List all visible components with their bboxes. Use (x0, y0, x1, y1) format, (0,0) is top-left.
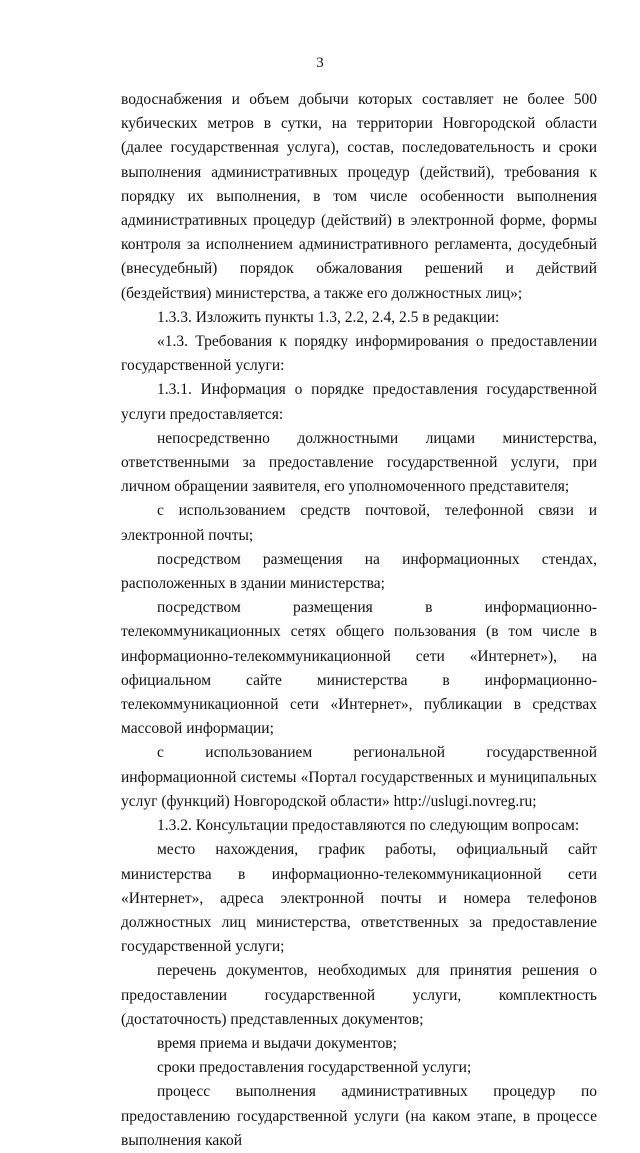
paragraph: сроки предоставления государственной услуги; (157, 1059, 472, 1077)
paragraph: место нахождения, график работы, официальный сайт министерства в информационно-телекоммуникационной сети «Интернет», адреса электронной почты и номера телефонов должностных лиц министерства, ответственных за предоставление государственной услуги; (121, 841, 597, 956)
paragraph: процесс выполнения административных процедур по предоставлению государственной услуги (на каком этапе, в процессе выполнения какой (121, 1083, 597, 1149)
paragraph: 1.3.2. Консультации предоставляются по следующим вопросам: (157, 817, 580, 835)
paragraph: посредством размещения в информационно-телекоммуникационных сетях общего пользования (в том числе в информационно-телекоммуникационной сети «Интернет»), на официальном сайте министерства в информационно-телекоммуникационной сети «Интернет», публикации в средствах массовой информации; (121, 599, 597, 738)
paragraph: 1.3.1. Информация о порядке предоставления государственной услуги предоставляется: (121, 381, 597, 423)
page-number: 3 (316, 55, 324, 71)
paragraph: непосредственно должностными лицами министерства, ответственными за предоставление государственной услуги, при личном обращении заявителя, его уполномоченного представителя; (121, 429, 597, 496)
paragraph: время приема и выдачи документов; (157, 1034, 397, 1052)
paragraph: с использованием средств почтовой, телефонной связи и электронной почты; (121, 502, 597, 544)
paragraph: перечень документов, необходимых для принятия решения о предоставлении государственной услуги, комплектность (достаточность) представленных документов; (121, 962, 597, 1028)
paragraph: водоснабжения и объем добычи которых составляет не более 500 кубических метров в сутки, на территории Новгородской области (далее государственная услуга), состав, последовательность и сроки выполнения административных процедур (действий), требования к порядку их выполнения, в том числе особенности выполнения административных процедур (действий) в электронной форме, формы контроля за исполнением административного регламента, досудебный (внесудебный) порядок обжалования решений и действий (бездействия) министерства, а также его должностных лиц»; (121, 91, 597, 302)
paragraph: «1.3. Требования к порядку информирования о предоставлении государственной услуги: (121, 333, 597, 375)
paragraph: с использованием региональной государственной информационной системы «Портал государственных и муниципальных услуг (функций) Новгородской области» http://uslugi.novreg.ru; (121, 744, 597, 810)
body-text (121, 88, 597, 1153)
paragraph: 1.3.3. Изложить пункты 1.3, 2.2, 2.4, 2.5 в редакции: (157, 308, 500, 326)
paragraph: посредством размещения на информационных стендах, расположенных в здании министерства; (121, 550, 597, 593)
